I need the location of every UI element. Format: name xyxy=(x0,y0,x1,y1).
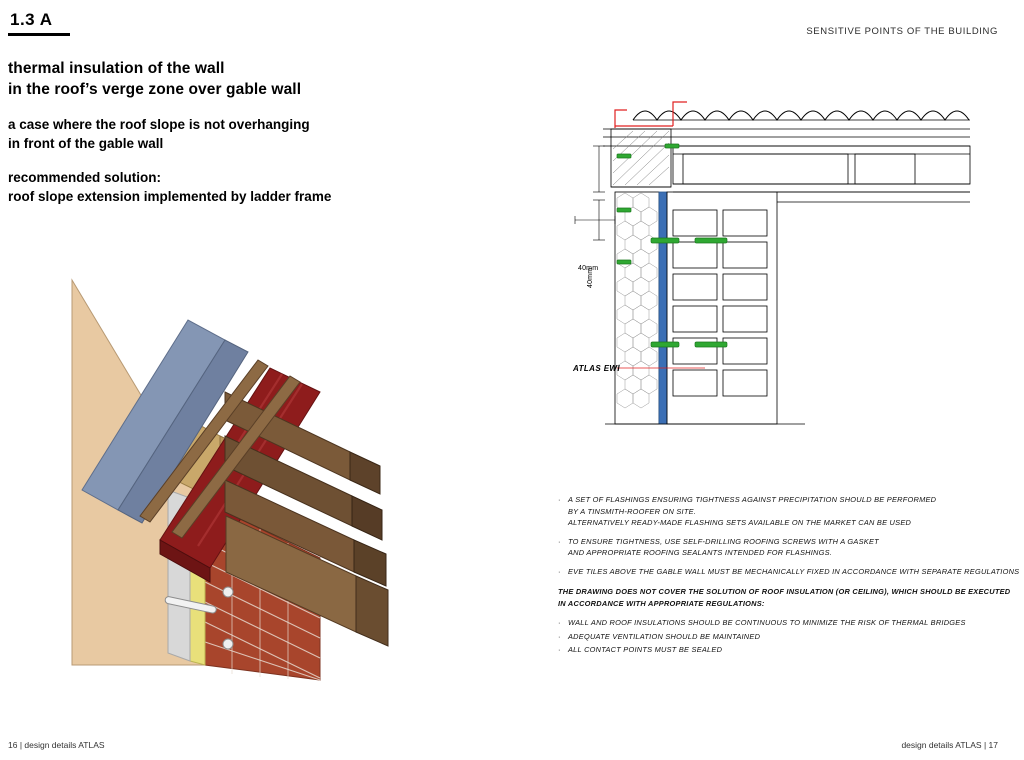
note-text xyxy=(568,644,1008,656)
page-title xyxy=(8,58,478,100)
note-line: EVE TILES ABOVE THE GABLE WALL MUST BE MECHANICALLY FIXED IN ACCORDANCE WITH SEPARATE REGULATIONS xyxy=(568,566,1020,576)
note-item xyxy=(558,566,1020,578)
note-line: ALL CONTACT POINTS MUST BE SEALED xyxy=(568,645,723,654)
isometric-illustration xyxy=(20,240,490,690)
note-bullet: · xyxy=(558,645,561,654)
note-line: A SET OF FLASHINGS ENSURING TIGHTNESS AGAINST PRECIPITATION SHOULD BE PERFORMED xyxy=(568,495,937,504)
isometric-illustration-svg xyxy=(20,240,490,690)
running-head: SENSITIVE POINTS OF THE BUILDING xyxy=(806,26,998,37)
footer-left: 16 | design details ATLAS xyxy=(8,740,105,750)
note-text xyxy=(568,536,1008,559)
case-description-line-1: a case where the roof slope is not overhanging xyxy=(8,117,310,132)
page-title-line-1: thermal insulation of the wall xyxy=(8,60,225,77)
technical-section-drawing xyxy=(555,80,1010,470)
recommended-solution-text: roof slope extension implemented by ladder frame xyxy=(8,189,332,204)
dimension-vertical-40mm: 40mm xyxy=(587,267,594,288)
case-description-line-2: in front of the gable wall xyxy=(8,136,164,151)
footer-right: design details ATLAS | 17 xyxy=(901,740,998,750)
note-bullet: · xyxy=(558,495,561,504)
note-item xyxy=(558,494,1008,529)
notes-warning-line: THE DRAWING DOES NOT COVER THE SOLUTION OF ROOF INSULATION (OR CEILING), WHICH SHOULD BE EXECUTED xyxy=(558,587,1011,596)
note-text xyxy=(568,494,1008,529)
note-text xyxy=(568,566,1019,578)
note-item xyxy=(558,536,1008,559)
section-badge xyxy=(8,8,70,36)
note-line: ADEQUATE VENTILATION SHOULD BE MAINTAINED xyxy=(568,631,761,641)
note-item xyxy=(558,631,1008,643)
notes-block xyxy=(558,494,1020,658)
recommended-solution-label: recommended solution: xyxy=(8,170,162,185)
note-line: TO ENSURE TIGHTNESS, USE SELF-DRILLING ROOFING SCREWS WITH A GASKET xyxy=(568,536,879,546)
note-line: ALTERNATIVELY READY-MADE FLASHING SETS AVAILABLE ON THE MARKET CAN BE USED xyxy=(568,518,912,527)
note-line: WALL AND ROOF INSULATIONS SHOULD BE CONTINUOUS TO MINIMIZE THE RISK OF THERMAL BRIDGES xyxy=(568,618,966,627)
note-bullet: · xyxy=(558,631,561,641)
note-bullet: · xyxy=(558,618,561,627)
notes-warning xyxy=(558,586,1011,609)
note-item xyxy=(558,617,1008,629)
note-text xyxy=(568,617,1008,629)
recommended-solution xyxy=(8,168,478,206)
note-bullet: · xyxy=(558,566,561,576)
note-item xyxy=(558,644,1008,656)
notes-warning-line: IN ACCORDANCE WITH APPROPRIATE REGULATIONS: xyxy=(558,598,765,608)
dimension-horizontal-40mm: 40mm xyxy=(578,265,599,272)
note-line: AND APPROPRIATE ROOFING SEALANTS INTENDED FOR FLASHINGS. xyxy=(568,548,833,557)
page-title-line-2: in the roof’s verge zone over gable wall xyxy=(8,81,302,98)
title-block xyxy=(8,58,478,206)
note-line: BY A TINSMITH-ROOFER ON SITE. xyxy=(568,506,697,516)
drawing-label-atlas-ewi: ATLAS EWI xyxy=(573,364,621,373)
section-number: 1.3 A xyxy=(10,10,53,29)
case-description xyxy=(8,115,478,153)
note-text xyxy=(568,631,1008,643)
note-bullet: · xyxy=(558,536,561,546)
technical-section-svg xyxy=(555,80,1010,470)
